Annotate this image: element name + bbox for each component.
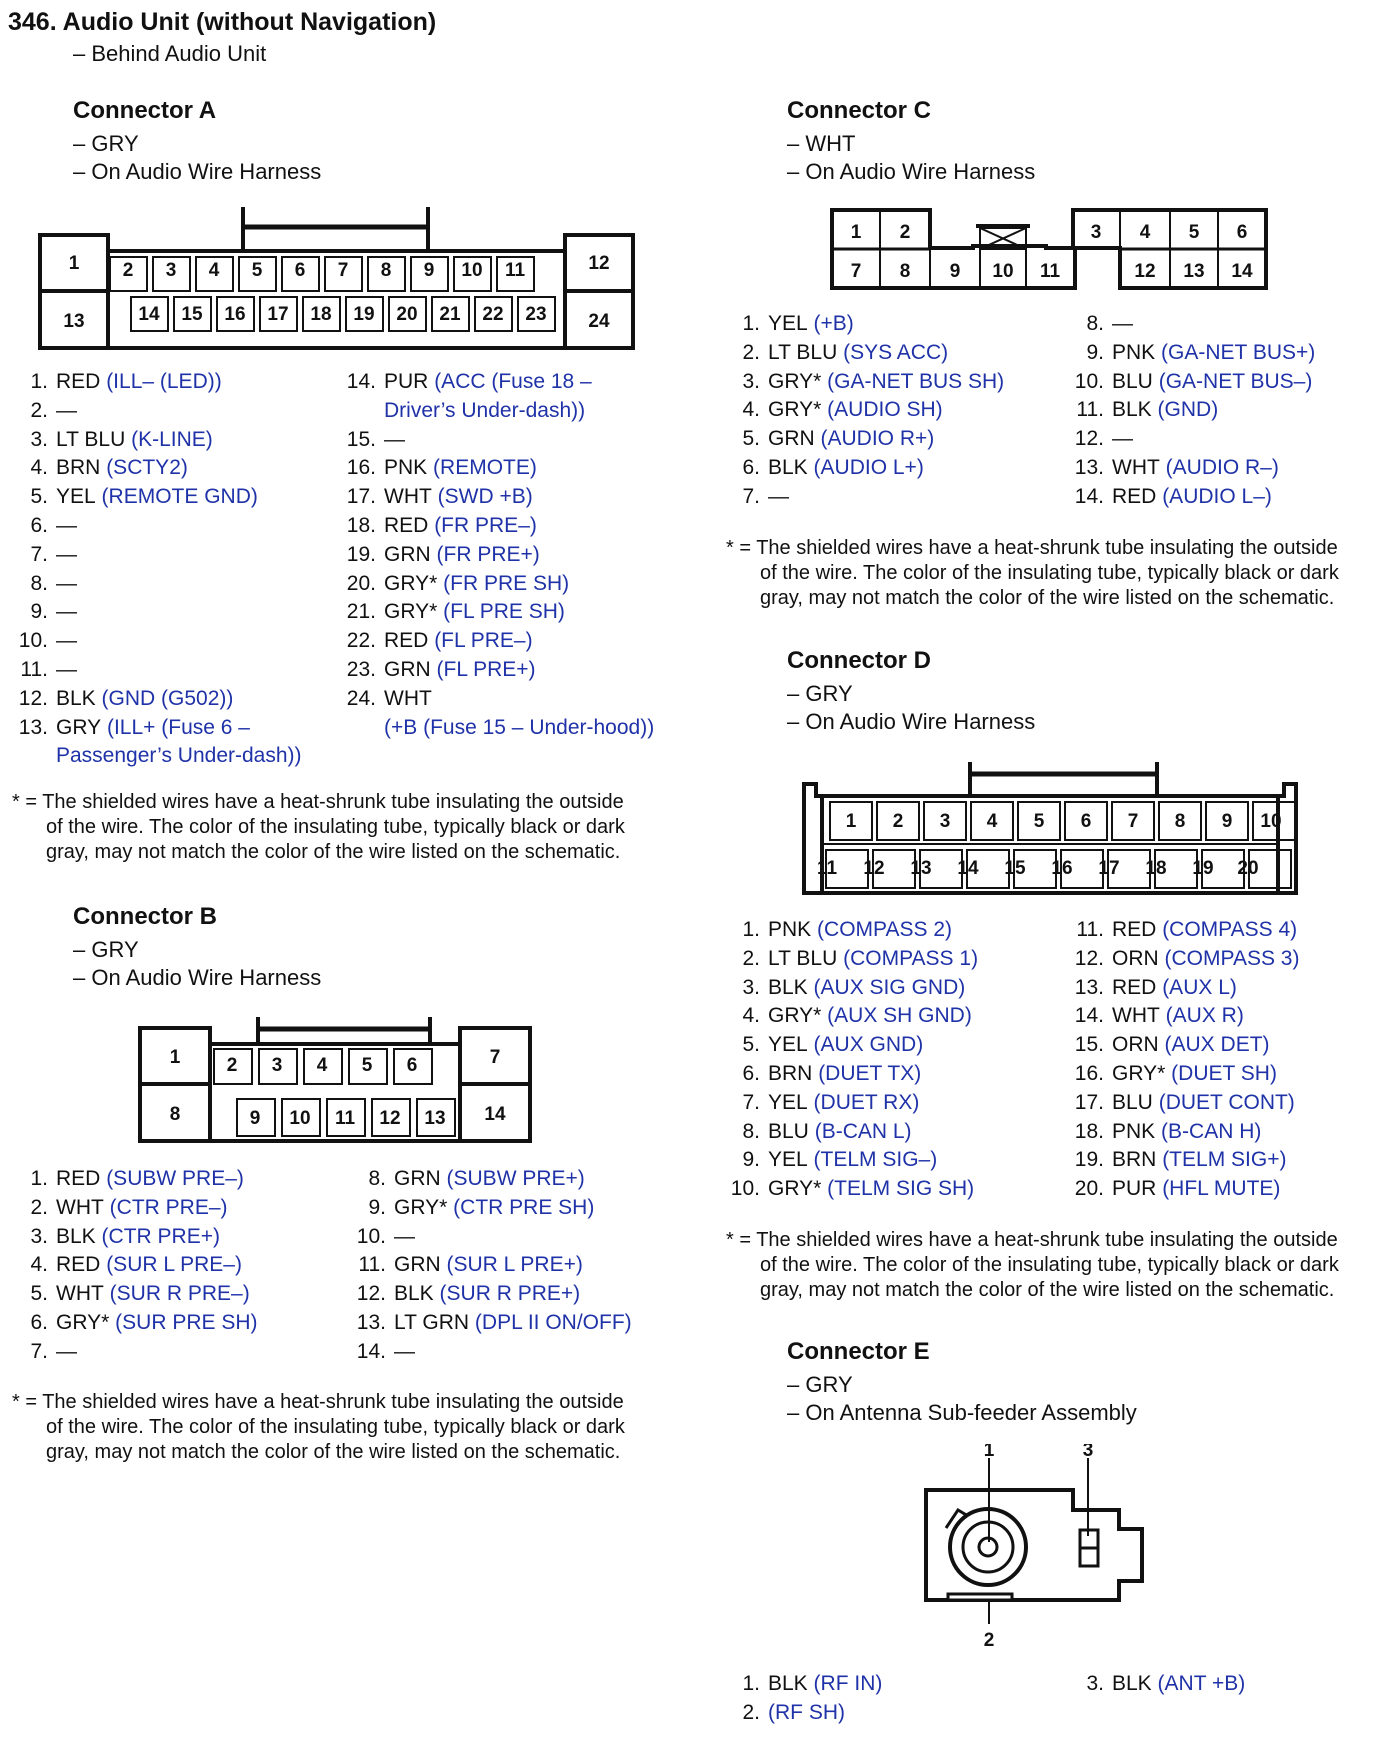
note-line: gray, may not match the color of the wire listed on the schematic. — [760, 1279, 1335, 1301]
connector-a-pinout-left — [12, 368, 342, 771]
pin-row: 16. GRY* (DUET SH) — [1074, 1061, 1277, 1085]
pin-row: 19. GRN (FR PRE+) — [346, 542, 540, 566]
pin-row: 5. GRN (AUDIO R+) — [742, 427, 935, 451]
pin-row-continuation: (+B (Fuse 15 – Under-hood)) — [384, 715, 655, 739]
connector-a-pin: 22 — [482, 304, 504, 325]
connector-a-pin: 14 — [138, 304, 160, 325]
connector-a-location: – On Audio Wire Harness — [73, 159, 322, 184]
pin-row: 19. BRN (TELM SIG+) — [1074, 1148, 1287, 1172]
connector-a-pin: 4 — [208, 260, 220, 281]
connector-a-pin: 9 — [423, 260, 435, 281]
connector-b-pin: 11 — [334, 1108, 356, 1129]
note-line: * = The shielded wires have a heat-shrunk tube insulating the outside — [726, 537, 1338, 559]
note-line: of the wire. The color of the insulating tube, typically black or dark — [46, 816, 625, 838]
pin-row: 1. RED (SUBW PRE–) — [30, 1167, 244, 1190]
connector-a-pin: 18 — [310, 304, 332, 325]
pin-row: 3. LT BLU (K-LINE) — [30, 427, 213, 451]
connector-c-note — [726, 536, 1339, 611]
pin-row: 12. BLK (SUR R PRE+) — [356, 1282, 581, 1306]
pin-row: 17. WHT (SWD +B) — [346, 485, 533, 509]
connector-a-pin: 12 — [588, 253, 610, 274]
pin-row: 2. — — [30, 398, 77, 422]
connector-d-pin: 7 — [1127, 811, 1139, 832]
pin-row: 9. — — [30, 600, 77, 624]
pin-row: 20. PUR (HFL MUTE) — [1074, 1177, 1281, 1201]
connector-e-pin-label: 3 — [1082, 1444, 1094, 1461]
connector-a-pin: 10 — [461, 260, 483, 281]
pin-row: 2. (RF SH) — [742, 1700, 845, 1724]
connector-a-pin: 11 — [504, 260, 526, 281]
pin-row: 14. WHT (AUX R) — [1074, 1004, 1244, 1028]
pin-row: 7. — — [30, 542, 77, 566]
connector-b-location: – On Audio Wire Harness — [73, 965, 322, 990]
connector-a-note — [12, 790, 625, 865]
connector-e-location: – On Antenna Sub-feeder Assembly — [787, 1400, 1137, 1425]
connector-b-pin: 2 — [226, 1055, 238, 1076]
pin-row: 17. BLU (DUET CONT) — [1074, 1090, 1295, 1114]
pin-row: 3. GRY* (GA-NET BUS SH) — [742, 369, 1005, 393]
connector-b-pinout-right — [350, 1165, 680, 1367]
connector-b-pin: 1 — [169, 1047, 181, 1068]
connector-b-title: Connector B — [73, 903, 217, 930]
pin-row: 10. BLU (GA-NET BUS–) — [1074, 369, 1313, 393]
connector-d-pin: 20 — [1237, 858, 1259, 879]
connector-b-pin: 3 — [271, 1055, 283, 1076]
pin-row: 16. PNK (REMOTE) — [346, 456, 537, 480]
pin-row: 6. BLK (AUDIO L+) — [742, 455, 924, 479]
connector-b-pin: 5 — [361, 1055, 373, 1076]
connector-a-title: Connector A — [73, 97, 217, 124]
connector-c-pin: 7 — [850, 261, 862, 282]
pin-row: 22. RED (FL PRE–) — [346, 629, 533, 653]
pin-row: 3. BLK (AUX SIG GND) — [742, 975, 966, 999]
connector-a-pin: 17 — [267, 304, 289, 325]
pin-row: 8. BLU (B-CAN L) — [742, 1119, 912, 1143]
connector-e-pin-label: 1 — [983, 1444, 995, 1461]
connector-c-pin: 8 — [899, 261, 911, 282]
pin-row: 8. — — [1086, 312, 1133, 335]
connector-e-pinout-left — [724, 1670, 1064, 1728]
connector-c-pin: 6 — [1236, 222, 1248, 243]
connector-d-pin: 2 — [892, 811, 904, 832]
pin-row: 20. GRY* (FR PRE SH) — [346, 571, 570, 595]
connector-b-pin: 9 — [249, 1108, 261, 1129]
connector-d-pin: 4 — [986, 811, 998, 832]
pin-row: 13. GRY (ILL+ (Fuse 6 – — [18, 715, 250, 739]
pin-row: 14. RED (AUDIO L–) — [1074, 484, 1272, 508]
connector-b-pinout-left — [12, 1165, 352, 1367]
pin-row: 5. YEL (AUX GND) — [742, 1033, 924, 1057]
pin-row: 11. RED (COMPASS 4) — [1076, 918, 1298, 941]
pin-row: 13. LT GRN (DPL II ON/OFF) — [356, 1310, 632, 1334]
pin-row: 1. BLK (RF IN) — [742, 1672, 883, 1695]
connector-d-pin: 18 — [1145, 858, 1167, 879]
page-title: 346. Audio Unit (without Navigation) — [8, 8, 437, 36]
pin-row: 9. GRY* (CTR PRE SH) — [368, 1195, 595, 1219]
pin-row: 1. RED (ILL– (LED)) — [30, 370, 222, 393]
connector-a-pin: 21 — [439, 304, 461, 325]
note-line: of the wire. The color of the insulating tube, typically black or dark — [760, 562, 1339, 584]
pin-row: 12. ORN (COMPASS 3) — [1074, 946, 1300, 970]
connector-d-pin: 19 — [1192, 858, 1214, 879]
pin-row: 6. GRY* (SUR PRE SH) — [30, 1310, 258, 1334]
pin-row: 6. BRN (DUET TX) — [742, 1061, 922, 1085]
pin-row: 18. PNK (B-CAN H) — [1074, 1119, 1262, 1143]
connector-d-pin: 5 — [1033, 811, 1045, 832]
pin-row: 3. BLK (ANT +B) — [1086, 1672, 1246, 1695]
connector-b-pin: 4 — [316, 1055, 328, 1076]
pin-row: 1. PNK (COMPASS 2) — [742, 918, 952, 941]
connector-b-pin: 14 — [484, 1104, 506, 1125]
connector-a-pin: 2 — [122, 260, 134, 281]
page-subtitle: – Behind Audio Unit — [73, 41, 267, 66]
connector-d-pin: 3 — [939, 811, 951, 832]
pin-row: 2. WHT (CTR PRE–) — [30, 1195, 228, 1219]
connector-a-pin: 24 — [588, 311, 610, 332]
pin-row: 14. — — [356, 1339, 415, 1363]
connector-a-pin: 5 — [251, 260, 263, 281]
pin-row: 8. — — [30, 571, 77, 595]
connector-c-pinout-right — [1058, 310, 1368, 512]
pin-row: 11. GRN (SUR L PRE+) — [358, 1253, 583, 1277]
connector-b-pin: 12 — [379, 1108, 401, 1129]
connector-c-color: – WHT — [787, 131, 856, 156]
connector-d-pin: 6 — [1080, 811, 1092, 832]
connector-c-location: – On Audio Wire Harness — [787, 159, 1036, 184]
connector-a-pin: 1 — [68, 253, 80, 274]
connector-a-pin: 7 — [337, 260, 349, 281]
connector-b-pin: 7 — [489, 1047, 501, 1068]
connector-d-pin: 10 — [1260, 811, 1282, 832]
pin-row: 24. WHT — [346, 686, 432, 710]
connector-a-pin: 16 — [224, 304, 246, 325]
connector-a-pinout-right — [340, 368, 670, 742]
connector-b-color: – GRY — [73, 937, 139, 962]
connector-d-pin: 16 — [1051, 858, 1073, 879]
pin-row: 1. YEL (+B) — [742, 312, 854, 335]
connector-e-pinout-right — [1058, 1670, 1368, 1699]
connector-b-pin: 8 — [169, 1104, 181, 1125]
pin-row: 4. RED (SUR L PRE–) — [30, 1253, 242, 1277]
pin-row: 21. GRY* (FL PRE SH) — [346, 600, 565, 624]
connector-b-diagram — [138, 1015, 538, 1145]
connector-d-pinout-right — [1058, 916, 1368, 1204]
connector-c-pinout-left — [724, 310, 1064, 512]
connector-d-pin: 8 — [1174, 811, 1186, 832]
connector-c-pin: 5 — [1188, 222, 1200, 243]
pin-row: 5. YEL (REMOTE GND) — [30, 485, 258, 509]
connector-e-title: Connector E — [787, 1338, 930, 1365]
pin-row-continuation: Driver’s Under-dash)) — [384, 398, 586, 422]
pin-row: 7. YEL (DUET RX) — [742, 1090, 920, 1114]
connector-c-pin: 14 — [1231, 261, 1253, 282]
pin-row: 15. — — [346, 427, 405, 451]
pin-row: 13. RED (AUX L) — [1074, 975, 1237, 999]
connector-a-pin: 3 — [165, 260, 177, 281]
pin-row: 12. BLK (GND (G502)) — [18, 686, 234, 710]
pin-row: 13. WHT (AUDIO R–) — [1074, 455, 1279, 479]
pin-row: 23. GRN (FL PRE+) — [346, 657, 536, 681]
connector-c-pin: 11 — [1039, 261, 1061, 282]
connector-e-pin-label: 2 — [983, 1630, 995, 1651]
connector-d-pin: 12 — [863, 858, 885, 879]
pin-row: 9. YEL (TELM SIG–) — [742, 1148, 938, 1172]
note-line: gray, may not match the color of the wire listed on the schematic. — [46, 841, 621, 863]
pin-row: 4. BRN (SCTY2) — [30, 456, 188, 480]
note-line: of the wire. The color of the insulating tube, typically black or dark — [760, 1254, 1339, 1276]
pin-row: 15. ORN (AUX DET) — [1074, 1033, 1270, 1057]
connector-c-pin: 1 — [850, 222, 862, 243]
pin-row: 10. GRY* (TELM SIG SH) — [730, 1177, 975, 1201]
note-line: * = The shielded wires have a heat-shrunk tube insulating the outside — [726, 1229, 1338, 1251]
connector-c-pin: 10 — [992, 261, 1014, 282]
connector-d-pin: 15 — [1004, 858, 1026, 879]
pin-row-continuation: Passenger’s Under-dash)) — [56, 744, 302, 768]
connector-d-pin: 17 — [1098, 858, 1120, 879]
connector-a-color: – GRY — [73, 131, 139, 156]
connector-d-pinout-left — [724, 916, 1064, 1204]
pin-row: 6. — — [30, 513, 77, 537]
connector-b-pin: 13 — [424, 1108, 446, 1129]
connector-d-pin: 13 — [910, 858, 932, 879]
connector-d-pin: 11 — [816, 858, 838, 879]
connector-c-pin: 9 — [949, 261, 961, 282]
note-line: of the wire. The color of the insulating tube, typically black or dark — [46, 1416, 625, 1438]
pin-row: 10. — — [18, 629, 77, 653]
connector-b-pin: 10 — [289, 1108, 311, 1129]
connector-a-pin: 13 — [63, 311, 85, 332]
pin-row: 12. — — [1074, 427, 1133, 451]
pin-row: 7. — — [742, 484, 789, 508]
connector-e-color: – GRY — [787, 1372, 853, 1397]
pin-row: 9. PNK (GA-NET BUS+) — [1086, 340, 1316, 364]
pin-row: 2. LT BLU (SYS ACC) — [742, 340, 949, 364]
connector-a-pin: 15 — [181, 304, 203, 325]
note-line: * = The shielded wires have a heat-shrunk tube insulating the outside — [12, 1391, 624, 1413]
connector-a-pin: 8 — [380, 260, 392, 281]
connector-d-color: – GRY — [787, 681, 853, 706]
note-line: gray, may not match the color of the wire listed on the schematic. — [760, 587, 1335, 609]
connector-b-pin: 6 — [406, 1055, 418, 1076]
connector-b-note — [12, 1390, 625, 1465]
pin-row: 3. BLK (CTR PRE+) — [30, 1224, 220, 1248]
note-line: * = The shielded wires have a heat-shrunk tube insulating the outside — [12, 791, 624, 813]
connector-d-diagram — [802, 760, 1302, 896]
connector-c-pin: 13 — [1183, 261, 1205, 282]
pin-row: 4. GRY* (AUX SH GND) — [742, 1004, 972, 1028]
pin-row: 8. GRN (SUBW PRE+) — [368, 1167, 585, 1190]
connector-a-pin: 19 — [353, 304, 375, 325]
connector-d-title: Connector D — [787, 647, 931, 674]
note-line: gray, may not match the color of the wire listed on the schematic. — [46, 1441, 621, 1463]
pin-row: 11. — — [20, 657, 77, 681]
connector-a-pin: 23 — [525, 304, 547, 325]
pin-row: 18. RED (FR PRE–) — [346, 513, 537, 537]
connector-c-diagram — [830, 208, 1270, 294]
connector-e-diagram — [920, 1444, 1180, 1656]
pin-row: 7. — — [30, 1339, 77, 1363]
connector-c-pin: 3 — [1090, 222, 1102, 243]
connector-c-pin: 2 — [899, 222, 911, 243]
connector-d-pin: 1 — [845, 811, 857, 832]
pin-row: 5. WHT (SUR R PRE–) — [30, 1282, 250, 1306]
pin-row: 2. LT BLU (COMPASS 1) — [742, 946, 979, 970]
connector-a-diagram — [38, 205, 638, 351]
connector-c-pin: 12 — [1134, 261, 1156, 282]
connector-d-note — [726, 1228, 1339, 1303]
pin-row: 11. BLK (GND) — [1076, 398, 1219, 422]
pin-row: 4. GRY* (AUDIO SH) — [742, 398, 943, 422]
pin-row: 10. — — [356, 1224, 415, 1248]
connector-d-location: – On Audio Wire Harness — [787, 709, 1036, 734]
connector-c-pin: 4 — [1139, 222, 1151, 243]
connector-d-pin: 9 — [1221, 811, 1233, 832]
connector-a-pin: 6 — [294, 260, 306, 281]
connector-a-pin: 20 — [396, 304, 418, 325]
connector-c-title: Connector C — [787, 97, 931, 124]
connector-d-pin: 14 — [957, 858, 979, 879]
pin-row: 14. PUR (ACC (Fuse 18 – — [346, 370, 592, 393]
